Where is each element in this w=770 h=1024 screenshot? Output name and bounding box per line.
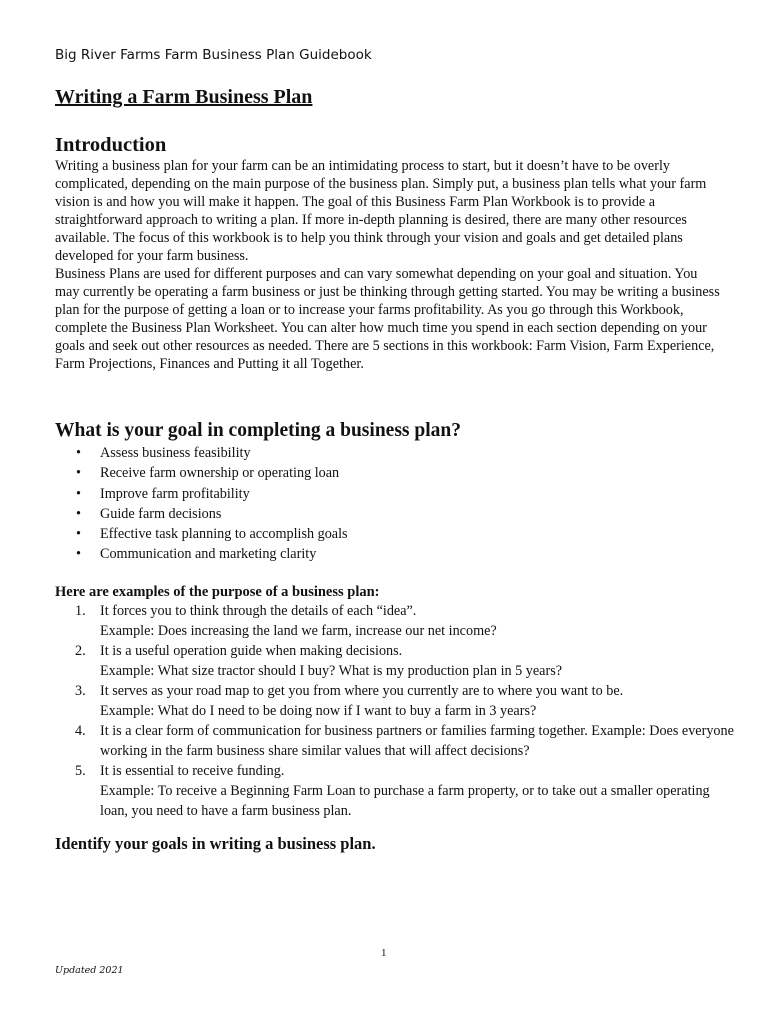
example-item [55, 761, 735, 821]
bullet-item: • Receive farm ownership or operating loan [76, 465, 340, 482]
bullet-item: • Effective task planning to accomplish goals [76, 526, 348, 543]
example-detail: Example: To receive a Beginning Farm Loan to purchase a farm property, or to take out a smaller operating loan, you need to have a farm business plan. [100, 783, 710, 819]
bullet-icon: • [76, 505, 81, 522]
goal-heading: What is your goal in completing a business plan? [55, 420, 461, 441]
bullet-icon: • [76, 465, 81, 482]
example-text: It is a useful operation guide when making decisions. [100, 643, 403, 659]
page-number: 1 [381, 947, 387, 959]
document-title: Writing a Farm Business Plan [55, 86, 313, 108]
example-text: It is essential to receive funding. [100, 763, 285, 779]
example-text: It serves as your road map to get you from where you currently are to where you want to be. [100, 683, 624, 699]
example-number: 3. [75, 683, 86, 699]
bullet-icon: • [76, 445, 81, 461]
bullet-icon: • [76, 485, 81, 502]
bullet-icon: • [76, 526, 81, 543]
example-number: 5. [75, 763, 86, 779]
identify-goals-heading: Identify your goals in writing a business plan. [55, 834, 376, 853]
updated-footnote: Updated 2021 [55, 965, 124, 976]
bullet-icon: • [76, 546, 81, 563]
example-detail: Example: What do I need to be doing now if I want to buy a farm in 3 years? [100, 703, 537, 719]
example-item [55, 681, 735, 721]
examples-heading: Here are examples of the purpose of a business plan: [55, 584, 380, 600]
introduction-paragraph-2: Business Plans are used for different purposes and can vary somewhat depending on your goal and situation. You may currently be operating a farm business or just be thinking through getting started. You may be writing a business plan for the purpose of getting a loan or to increase your farms profitability. As you go through this Workbook, complete the Business Plan Worksheet. You can alter how much time you spend in each section depending on your goals and seek out other resources as needed. There are 5 sections in this workbook: Farm Vision, Farm Experience, Farm Projections, Finances and Putting it all Together. [55, 266, 720, 372]
bullet-item: • Improve farm profitability [76, 485, 250, 502]
example-detail: Example: Does increasing the land we farm, increase our net income? [100, 623, 497, 639]
example-item [55, 601, 735, 641]
example-number: 1. [75, 603, 86, 619]
examples-list [55, 601, 735, 821]
bullet-item: • Guide farm decisions [76, 505, 222, 522]
example-item [55, 721, 735, 761]
bullet-item: • Communication and marketing clarity [76, 546, 317, 563]
example-text: It is a clear form of communication for business partners or families farming together. Example: Does everyone working in the farm business share similar values that will affect decisions? [100, 723, 734, 759]
example-number: 4. [75, 723, 86, 739]
goal-bullet-list [55, 444, 348, 566]
example-item [55, 641, 735, 681]
introduction-heading: Introduction [55, 134, 167, 156]
example-text: It forces you to think through the details of each “idea”. [100, 603, 417, 619]
running-header: Big River Farms Farm Business Plan Guidebook [55, 47, 372, 63]
example-number: 2. [75, 643, 86, 659]
bullet-item: • Assess business feasibility [76, 445, 251, 461]
introduction-paragraph-1: Writing a business plan for your farm can be an intimidating process to start, but it doesn’t have to be overly complicated, depending on the main purpose of the business plan. Simply put, a business plan tells what your farm vision is and how you will make it happen. The goal of this Business Farm Plan Workbook is to provide a straightforward approach to writing a plan. If more in-depth planning is desired, there are many other resources available. The focus of this workbook is to help you think through your vision and goals and get detailed plans developed for your farm business. [55, 158, 707, 264]
example-detail: Example: What size tractor should I buy? What is my production plan in 5 years? [100, 663, 563, 679]
